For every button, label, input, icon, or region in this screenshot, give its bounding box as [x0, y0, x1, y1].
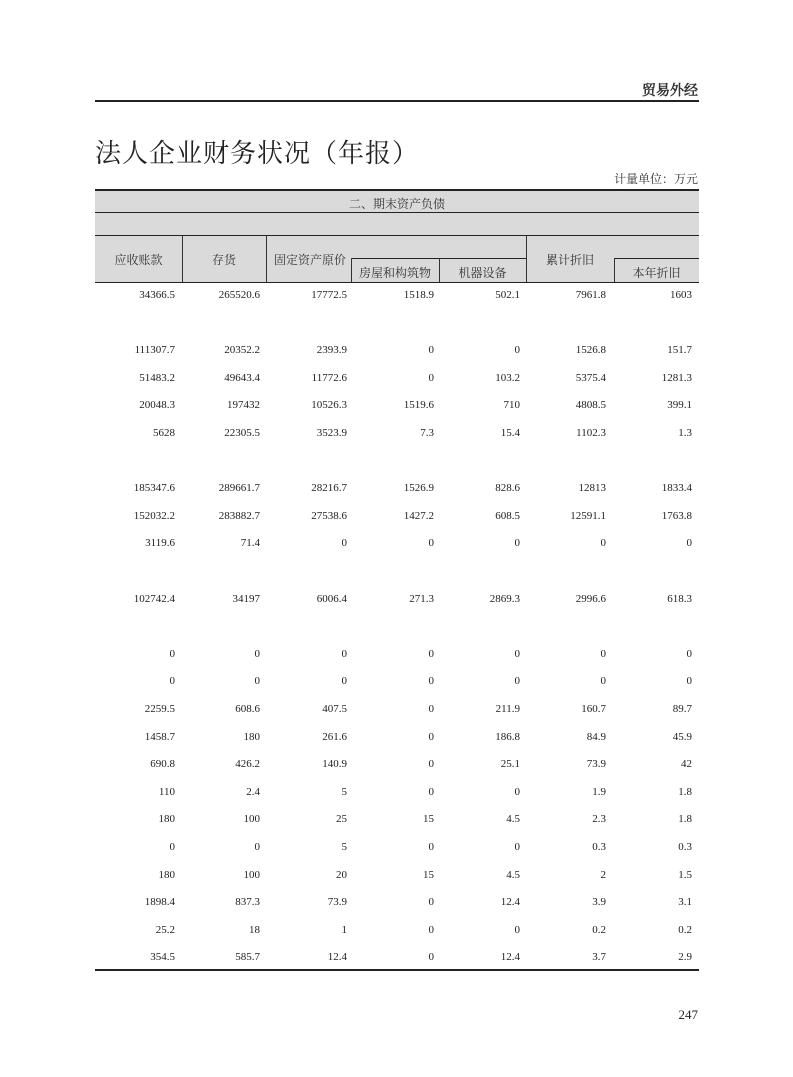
table-cell: 1.8: [678, 785, 692, 798]
table-cell: 0: [600, 647, 606, 660]
col-header-inventory: 存货: [211, 253, 236, 267]
table-cell: 0: [600, 675, 606, 688]
page-title: 法人企业财务状况（年报）: [95, 139, 420, 169]
col-header-accum-depreciation: 累计折旧: [545, 253, 594, 267]
header-bottom-rule: [95, 282, 699, 283]
table-cell: 407.5: [322, 703, 347, 715]
table-cell: 0.2: [678, 923, 692, 936]
header-rule-1: [95, 212, 699, 213]
table-cell: 2996.6: [575, 592, 606, 605]
table-cell: 3.9: [592, 896, 606, 909]
table-cell: 426.2: [235, 758, 260, 771]
table-cell: 1281.3: [661, 371, 692, 384]
table-cell: 1.8: [678, 813, 692, 826]
table-cell: 502.1: [495, 289, 520, 301]
table-cell: 1526.8: [575, 344, 606, 357]
table-cell: 20048.3: [139, 399, 175, 412]
table-cell: 25: [336, 813, 347, 826]
table-cell: 25.2: [155, 923, 175, 936]
table-cell: 7.3: [420, 427, 434, 439]
table-cell: 103.2: [495, 371, 520, 384]
col-header-buildings: 房屋和构筑物: [358, 266, 431, 280]
table-cell: 1526.9: [403, 482, 434, 495]
table-cell: 2.3: [592, 813, 606, 826]
table-cell: 140.9: [322, 758, 347, 771]
table-cell: 0: [169, 675, 175, 688]
section-label: 贸易外经: [642, 83, 698, 99]
table-cell: 3119.6: [145, 537, 175, 550]
col-header-machinery: 机器设备: [458, 266, 507, 280]
table-cell: 12.4: [500, 896, 520, 909]
table-cell: 180: [158, 868, 175, 881]
table-cell: 160.7: [581, 703, 606, 715]
table-cell: 15: [423, 813, 434, 826]
table-cell: 608.5: [495, 509, 520, 522]
table-cell: 0: [254, 841, 260, 853]
table-cell: 0: [169, 647, 175, 660]
table-cell: 20: [336, 868, 347, 881]
table-cell: 0: [428, 371, 434, 384]
table-cell: 185347.6: [133, 482, 175, 495]
table-cell: 0: [428, 951, 434, 964]
table-cell: 100: [243, 813, 260, 826]
table-cell: 151.7: [667, 344, 692, 357]
table-cell: 49643.4: [224, 371, 260, 384]
table-cell: 3523.9: [316, 427, 347, 439]
table-cell: 0: [341, 647, 347, 660]
table-cell: 15.4: [500, 427, 520, 439]
table-cell: 1603: [670, 289, 692, 301]
table-cell: 0: [514, 923, 520, 936]
table-cell: 7961.8: [575, 289, 606, 301]
table-cell: 0: [428, 537, 434, 550]
table-cell: 1519.6: [403, 399, 434, 412]
table-cell: 186.8: [495, 730, 520, 743]
table-cell: 271.3: [409, 592, 434, 605]
table-cell: 17772.5: [311, 289, 347, 301]
table-cell: 0: [254, 675, 260, 688]
table-cell: 0.3: [678, 841, 692, 853]
table-cell: 27538.6: [311, 509, 347, 522]
table-cell: 1898.4: [144, 896, 175, 909]
table-cell: 1.5: [678, 868, 692, 881]
table-cell: 12813: [578, 482, 606, 495]
table-cell: 34366.5: [139, 289, 175, 301]
table-cell: 0: [514, 344, 520, 357]
table-cell: 89.7: [672, 703, 692, 715]
table-cell: 0: [428, 841, 434, 853]
table-cell: 1427.2: [403, 509, 434, 522]
table-cell: 4.5: [506, 813, 520, 826]
table-cell: 0: [341, 675, 347, 688]
table-bottom-rule: [95, 969, 699, 971]
table-cell: 0: [254, 647, 260, 660]
table-cell: 20352.2: [224, 344, 260, 357]
table-cell: 0: [600, 537, 606, 550]
table-cell: 261.6: [322, 730, 347, 743]
table-cell: 10526.3: [311, 399, 347, 412]
col-header-receivables: 应收账款: [114, 253, 163, 267]
table-cell: 15: [423, 868, 434, 881]
table-cell: 34197: [232, 592, 260, 605]
table-cell: 110: [158, 785, 175, 798]
table-cell: 45.9: [672, 730, 692, 743]
table-cell: 0: [514, 647, 520, 660]
table-cell: 73.9: [327, 896, 347, 909]
table-cell: 0: [686, 647, 692, 660]
table-cell: 0: [169, 841, 175, 853]
unit-label: 计量单位：万元: [613, 172, 698, 186]
table-cell: 11772.6: [311, 371, 347, 384]
table-cell: 0: [428, 785, 434, 798]
table-top-rule: [95, 189, 699, 191]
table-cell: 289661.7: [218, 482, 260, 495]
table-cell: 837.3: [235, 896, 260, 909]
table-cell: 2: [600, 868, 606, 881]
table-cell: 1: [341, 923, 347, 936]
table-cell: 0: [514, 785, 520, 798]
table-cell: 3.7: [592, 951, 606, 964]
table-cell: 399.1: [667, 399, 692, 412]
header-rule-2: [95, 235, 699, 236]
table-cell: 585.7: [235, 951, 260, 964]
col-header-year-depreciation: 本年折旧: [632, 266, 681, 280]
table-cell: 22305.5: [224, 427, 260, 439]
table-cell: 152032.2: [133, 509, 175, 522]
table-cell: 2393.9: [316, 344, 347, 357]
table-cell: 1102.3: [576, 427, 606, 439]
table-cell: 5628: [153, 427, 175, 439]
table-cell: 0: [514, 537, 520, 550]
table-cell: 1763.8: [661, 509, 692, 522]
table-cell: 0: [428, 675, 434, 688]
table-cell: 2.9: [678, 951, 692, 964]
table-cell: 0: [514, 675, 520, 688]
col-header-fixed-assets: 固定资产原价: [273, 253, 346, 267]
top-rule: [95, 100, 699, 102]
table-cell: 28216.7: [311, 482, 347, 495]
table-cell: 828.6: [495, 482, 520, 495]
table-cell: 2869.3: [489, 592, 520, 605]
table-cell: 0: [428, 703, 434, 715]
table-cell: 0: [341, 537, 347, 550]
table-cell: 608.6: [235, 703, 260, 715]
table-cell: 0: [428, 896, 434, 909]
table-cell: 197432: [227, 399, 260, 412]
table-cell: 0: [428, 923, 434, 936]
table-cell: 12591.1: [570, 509, 606, 522]
table-cell: 111307.7: [134, 344, 175, 357]
table-cell: 0: [514, 841, 520, 853]
table-cell: 42: [681, 758, 692, 771]
table-cell: 0: [428, 647, 434, 660]
table-cell: 3.1: [678, 896, 692, 909]
table-cell: 1833.4: [661, 482, 692, 495]
table-cell: 1.9: [592, 785, 606, 798]
table-cell: 100: [243, 868, 260, 881]
table-cell: 0.2: [592, 923, 606, 936]
table-cell: 180: [158, 813, 175, 826]
table-cell: 2.4: [246, 785, 260, 798]
table-cell: 283882.7: [218, 509, 260, 522]
table-cell: 0: [428, 758, 434, 771]
table-cell: 265520.6: [218, 289, 260, 301]
table-cell: 71.4: [240, 537, 260, 550]
table-cell: 73.9: [586, 758, 606, 771]
table-cell: 0: [428, 344, 434, 357]
table-cell: 12.4: [327, 951, 347, 964]
table-cell: 1.3: [678, 427, 692, 439]
table-cell: 102742.4: [133, 592, 175, 605]
table-cell: 2259.5: [144, 703, 175, 715]
table-cell: 0: [428, 730, 434, 743]
table-cell: 1458.7: [144, 730, 175, 743]
table-cell: 180: [243, 730, 260, 743]
table-cell: 690.8: [150, 758, 175, 771]
group-title: 二、期末资产负债: [348, 197, 445, 211]
table-cell: 0: [686, 537, 692, 550]
table-cell: 84.9: [586, 730, 606, 743]
table-cell: 354.5: [150, 951, 175, 964]
table-cell: 4808.5: [575, 399, 606, 412]
table-cell: 0.3: [592, 841, 606, 853]
header-subrule-right: [614, 258, 699, 259]
table-cell: 4.5: [506, 868, 520, 881]
table-cell: 0: [686, 675, 692, 688]
table-cell: 211.9: [495, 703, 520, 715]
table-cell: 710: [503, 399, 520, 412]
table-cell: 1518.9: [403, 289, 434, 301]
table-cell: 5375.4: [575, 371, 606, 384]
table-cell: 18: [249, 923, 260, 936]
table-cell: 6006.4: [316, 592, 347, 605]
table-cell: 618.3: [667, 592, 692, 605]
table-cell: 51483.2: [139, 371, 175, 384]
table-cell: 5: [341, 785, 347, 798]
table-cell: 12.4: [500, 951, 520, 964]
table-cell: 5: [341, 841, 347, 853]
table-cell: 25.1: [500, 758, 520, 771]
page-number: 247: [678, 1007, 698, 1022]
